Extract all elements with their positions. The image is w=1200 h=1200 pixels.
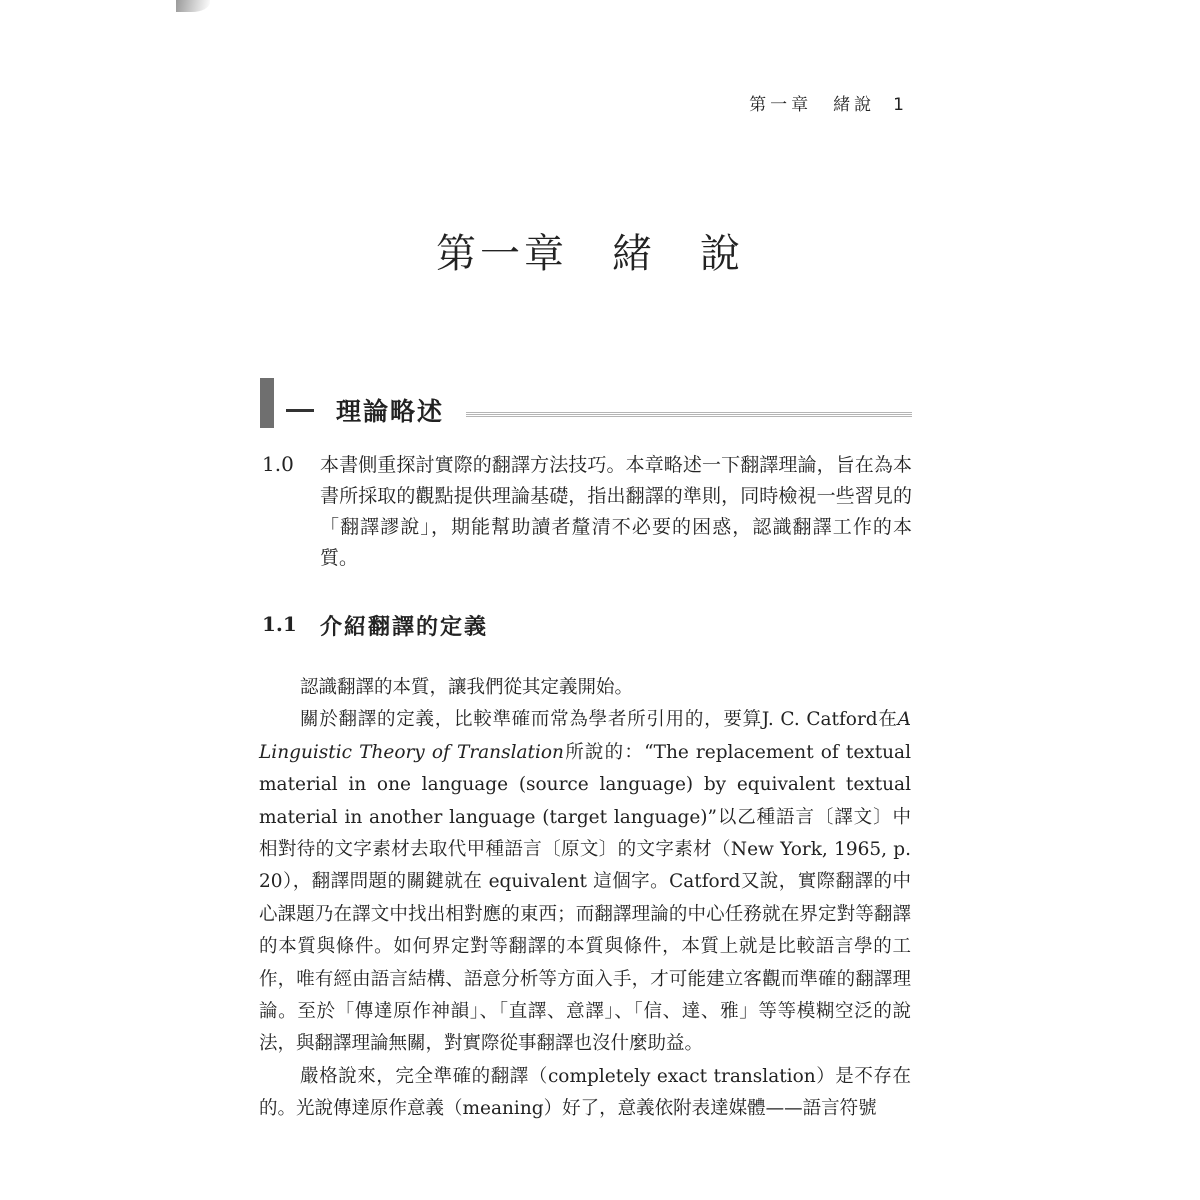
- running-head: [749, 90, 904, 115]
- body-paragraph-2: [259, 704, 911, 1060]
- section-number-dash: [286, 409, 314, 412]
- chapter-title: 第一章 緒 說: [436, 231, 744, 277]
- body-paragraph-2-rest: 所說的：“The replacement of textual material in one language (source language) by equivalent textual material in another language (target language)”以乙種語言〔譯文〕中相對待的文字素材去取代甲種語言〔原文〕的文字素材（New York, 1965, p. 20），翻譯問題的關鍵就在 equivalent 這個字。Catford又說，實際翻譯的中心課題乃在譯文中找出相對應的東西；而翻譯理論的中心任務就在界定對等翻譯的本質與條件。如何界定對等翻譯的本質與條件，本質上就是比較語言學的工作，唯有經由語言結構、語意分析等方面入手，才可能建立客觀而準確的翻譯理論。至於「傳達原作神韻」、「直譯、意譯」、「信、達、雅」等等模糊空泛的說法，與翻譯理論無關，對實際從事翻譯也沒什麼助益。: [259, 741, 911, 1055]
- section-marker-bar: [260, 378, 274, 428]
- section-title: 理論略述: [336, 397, 445, 426]
- paragraph-number: 1.0: [262, 452, 294, 476]
- subsection-title: 介紹翻譯的定義: [320, 614, 489, 640]
- section-rule: [466, 412, 912, 418]
- book-title: A Linguistic Theory of Translation: [259, 709, 911, 763]
- paragraph-text: 本書側重探討實際的翻譯方法技巧。本章略述一下翻譯理論，旨在為本書所採取的觀點提供理論基礎，指出翻譯的準則，同時檢視一些習見的「翻譯謬說」，期能幫助讀者釐清不必要的困惑，認識翻譯工作的本質。: [320, 454, 912, 569]
- body-paragraph-3: 嚴格說來，完全準確的翻譯（completely exact translation）是不存在的。光說傳達原作意義（meaning）好了，意義依附表達媒體——語言符號: [259, 1065, 911, 1120]
- scan-corner-mark: [176, 0, 210, 12]
- subsection-number: 1.1: [262, 612, 297, 636]
- body-paragraph-2-lead: 關於翻譯的定義，比較準確而常為學者所引用的，要算J. C. Catford在: [300, 709, 898, 731]
- running-head-chapter: 第一章 緒說: [749, 95, 876, 115]
- page-number: 1: [893, 95, 904, 115]
- body-text: [259, 672, 911, 1126]
- body-paragraph-1: 認識翻譯的本質，讓我們從其定義開始。: [300, 677, 634, 698]
